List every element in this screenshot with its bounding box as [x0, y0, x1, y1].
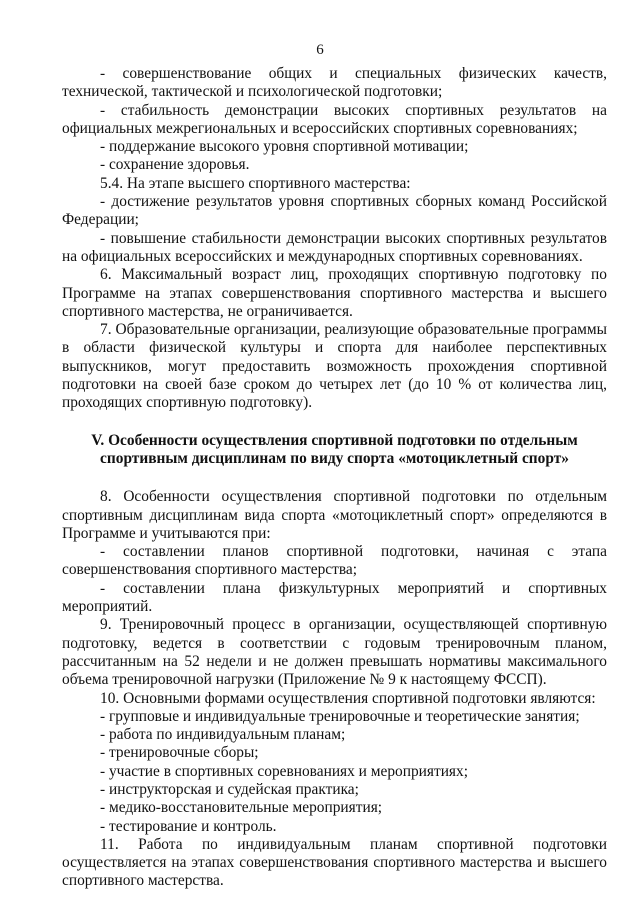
paragraph: - работа по индивидуальным планам;	[100, 726, 346, 744]
paragraph: 10. Основными формами осуществления спортивной подготовки являются:	[100, 689, 596, 707]
paragraph: - тестирование и контроль.	[100, 817, 277, 835]
page-number: 6	[316, 42, 324, 58]
paragraph: 7. Образовательные организации, реализующие образовательные программы в области физической культуры и спорта для наиболее перспективных выпускников, могут предоставить возможность прохождения спортивной подготовки на своей базе сроком до четырех лет (до 10 % от количества лиц, проходящих спортивную подготовку).	[62, 321, 607, 412]
paragraph: - стабильность демонстрации высоких спортивных результатов на официальных межрегиональных и всероссийских спортивных соревнованиях;	[62, 101, 607, 137]
paragraph: - составлении планов спортивной подготовки, начиная с этапа совершенствования спортивного мастерства;	[62, 543, 607, 579]
section-heading	[62, 432, 607, 469]
section-heading-line: спортивным дисциплинам по виду спорта «мотоциклетный спорт»	[100, 449, 569, 467]
paragraph: - достижение результатов уровня спортивных сборных команд Российской Федерации;	[62, 193, 607, 229]
paragraph: 8. Особенности осуществления спортивной подготовки по отдельным спортивным дисциплинам вида спорта «мотоциклетный спорт» определяются в Программе и учитываются при:	[62, 488, 607, 542]
document-body	[62, 65, 607, 891]
paragraph: - медико-восстановительные мероприятия;	[100, 799, 383, 817]
paragraph: 9. Тренировочный процесс в организации, осуществляющей спортивную подготовку, ведется в соответствии с годовым тренировочным планом, рассчитанным на 52 недели и не должен превышать нормативы максимального объема тренировочной нагрузки (Приложение № 9 к настоящему ФССП).	[62, 616, 607, 689]
paragraph: - инструкторская и судейская практика;	[100, 780, 359, 798]
paragraph: - повышение стабильности демонстрации высоких спортивных результатов на официальных всероссийских и международных спортивных соревнованиях.	[62, 229, 607, 265]
paragraph: - тренировочные сборы;	[100, 744, 259, 762]
paragraph: - сохранение здоровья.	[100, 156, 250, 174]
paragraph: - составлении плана физкультурных мероприятий и спортивных мероприятий.	[62, 579, 607, 616]
paragraph: - участие в спортивных соревнованиях и мероприятиях;	[100, 762, 468, 780]
paragraph: - совершенствование общих и специальных физических качеств, технической, тактической и психологической подготовки;	[62, 65, 607, 101]
paragraph: - групповые и индивидуальные тренировочные и теоретические занятия;	[100, 707, 580, 725]
paragraph: 11. Работа по индивидуальным планам спортивной подготовки осуществляется на этапах совершенствования спортивного мастерства и высшего спортивного мастерства.	[62, 835, 607, 890]
paragraph: 5.4. На этапе высшего спортивного мастерства:	[100, 174, 411, 192]
paragraph: - поддержание высокого уровня спортивной мотивации;	[100, 138, 469, 156]
paragraph: 6. Максимальный возраст лиц, проходящих спортивную подготовку по Программе на этапах совершенствования спортивного мастерства и высшего спортивного мастерства, не ограничивается.	[62, 266, 607, 320]
section-heading-line: V. Особенности осуществления спортивной подготовки по отдельным	[91, 431, 578, 449]
